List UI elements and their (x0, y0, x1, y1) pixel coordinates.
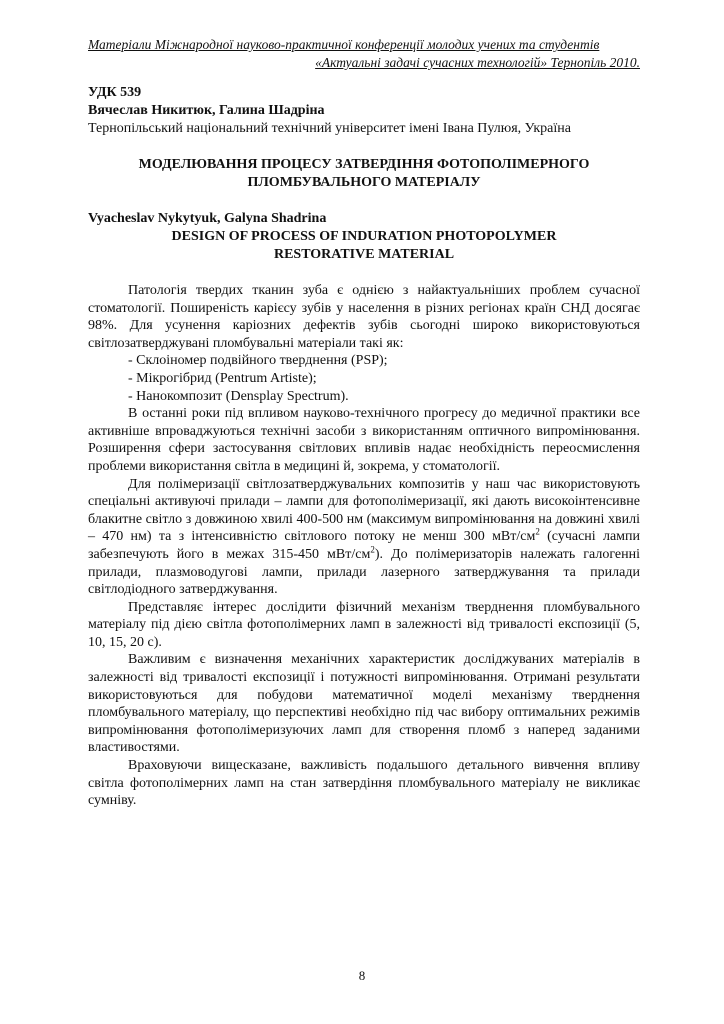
paragraph-3-part-b: (сучасні лампи забезпечують його в межах 315-450 мВт/см (88, 529, 641, 562)
list-item: - Склоіномер подвійного тверднення (PSP); (128, 353, 388, 369)
authors-ukrainian: Вячеслав Никитюк, Галина Шадріна (88, 103, 325, 118)
authors-english: Vyacheslav Nykytyuk, Galyna Shadrina (88, 211, 327, 226)
superscript-2: 2 (535, 526, 540, 537)
paragraph-2: В останні роки під впливом науково-технічного прогресу до медичної практики все активніше впроваджуються технічні засоби з використанням оптичного випромінювання. Розширення сфери застосування світлових впливів надає необхідність переосмислення проблеми використання світла в медицині й, зокрема, у стоматології. (88, 406, 640, 474)
header-line-1: Матеріали Міжнародної науково-практичної конференції молодих учених та студентів (88, 37, 600, 52)
paper-page (88, 36, 640, 810)
paragraph-6: Враховуючи вищесказане, важливість подальшого детального вивчення впливу світла фотополімерних ламп на стан затвердіння пломбувального матеріалу не викликає сумніву. (88, 758, 640, 809)
list-item: - Нанокомпозит (Densplay Spectrum). (128, 388, 349, 404)
affiliation: Тернопільський національний технічний університет імені Івана Пулюя, Україна (88, 121, 571, 136)
article-body (88, 282, 640, 810)
title-english-line-2: RESTORATIVE MATERIAL (273, 247, 455, 262)
title-english-line-1: DESIGN OF PROCESS OF INDURATION PHOTOPOLYMER (171, 229, 557, 244)
page-number: 8 (358, 968, 366, 983)
superscript-2: 2 (370, 544, 375, 555)
list-item: - Мікрогібрид (Pentrum Artiste); (128, 370, 317, 386)
title-ukrainian-line-1: МОДЕЛЮВАННЯ ПРОЦЕСУ ЗАТВЕРДІННЯ ФОТОПОЛІМЕРНОГО (138, 157, 590, 172)
paragraph-3 (88, 476, 640, 599)
paragraph-1: Патологія твердих тканин зуба є однією з найактуальніших проблем сучасної стоматології. Поширеність карієсу зубів у населення в різних регіонах країн СНД досягає 98%. Для усунення каріозних дефектів зубів сьогодні широко використовуються світлозатверджувані пломбувальні матеріали такі як: (88, 283, 640, 351)
paragraph-4: Представляє інтерес дослідити фізичний механізм тверднення пломбувального матеріалу під дією світла фотополімерних ламп в залежності від тривалості експозиції (5, 10, 15, 20 с). (88, 599, 640, 650)
paragraph-3-part-a: Для полімеризації світлозатверджувальних композитів у наш час використовують спеціальні активуючі прилади – лампи для фотополімеризації, які дають високоінтенсивне блакитне світло з довжиною хвилі 400-500 нм (максимум випромінювання на довжині хвилі – 470 нм) та з інтенсивністю світлового потоку не менш 300 мВт/см (88, 476, 640, 545)
paragraph-5: Важливим є визначення механічних характеристик досліджуваних матеріалів в залежності від тривалості експозиції і потужності випромінювання. Отримані результати використовуються для побудови математичної моделі механізму тверднення пломбувального матеріалу, що перспективі необхідно під час вибору оптимальних режимів випромінювання фотополімеризуючих ламп для створення пломб з наперед заданими властивостями. (88, 652, 640, 756)
running-header (88, 36, 640, 72)
article-meta (88, 84, 640, 138)
title-english (88, 228, 640, 264)
title-ukrainian (88, 156, 640, 192)
udk-code: УДК 539 (88, 85, 142, 100)
header-line-2: «Актуальні задачі сучасних технологій» Тернопіль 2010. (315, 55, 640, 70)
title-ukrainian-line-2: ПЛОМБУВАЛЬНОГО МАТЕРІАЛУ (247, 175, 481, 190)
paragraph-3-part-c: ). До полімеризаторів належать галогенні прилади, плазмоводугові лампи, прилади лазерного затверджування та прилади світлодіодного затверджування. (88, 546, 640, 598)
